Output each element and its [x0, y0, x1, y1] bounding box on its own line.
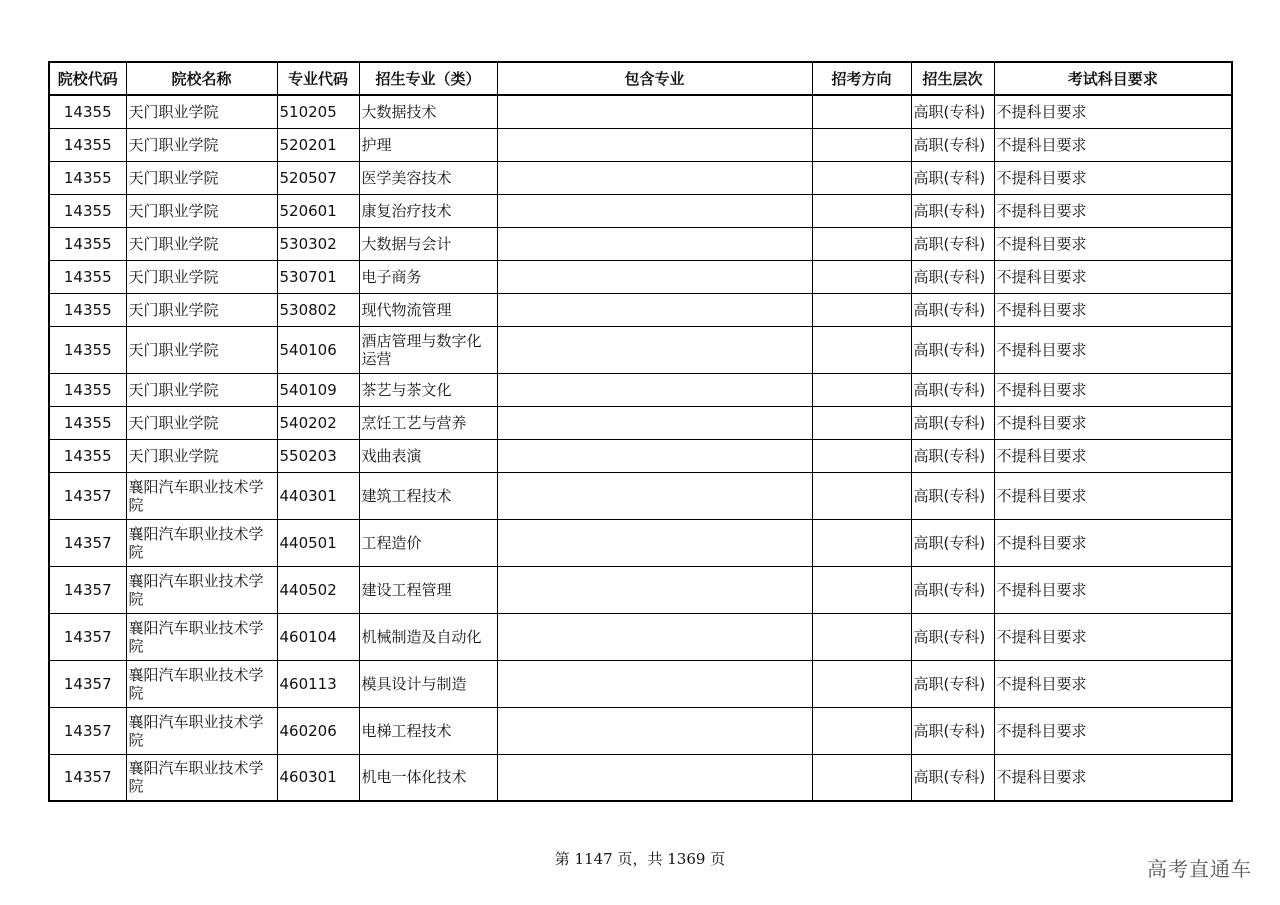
cell-direction	[812, 227, 911, 260]
cell-level: 高职(专科)	[911, 194, 994, 227]
cell-subject-requirement: 不提科目要求	[994, 326, 1232, 373]
cell-direction	[812, 613, 911, 660]
cell-direction	[812, 660, 911, 707]
table-row	[49, 326, 1232, 373]
cell-subject-requirement: 不提科目要求	[994, 161, 1232, 194]
cell-school-code: 14355	[49, 373, 126, 406]
table-row	[49, 613, 1232, 660]
cell-level: 高职(专科)	[911, 439, 994, 472]
header-school-name: 院校名称	[126, 62, 277, 95]
cell-school-name: 天门职业学院	[126, 326, 277, 373]
cell-subject-requirement: 不提科目要求	[994, 194, 1232, 227]
cell-school-code: 14357	[49, 566, 126, 613]
cell-direction	[812, 472, 911, 519]
cell-major: 建设工程管理	[359, 566, 497, 613]
cell-included-majors	[497, 373, 812, 406]
cell-level: 高职(专科)	[911, 613, 994, 660]
cell-level: 高职(专科)	[911, 406, 994, 439]
cell-major-code: 460301	[277, 754, 359, 801]
table-row	[49, 707, 1232, 754]
cell-school-code: 14357	[49, 519, 126, 566]
cell-direction	[812, 439, 911, 472]
cell-major-code: 460104	[277, 613, 359, 660]
header-included-majors: 包含专业	[497, 62, 812, 95]
cell-included-majors	[497, 227, 812, 260]
cell-level: 高职(专科)	[911, 660, 994, 707]
cell-level: 高职(专科)	[911, 326, 994, 373]
table-row	[49, 406, 1232, 439]
cell-major: 烹饪工艺与营养	[359, 406, 497, 439]
cell-direction	[812, 326, 911, 373]
cell-school-name: 天门职业学院	[126, 293, 277, 326]
table-row	[49, 161, 1232, 194]
cell-level: 高职(专科)	[911, 707, 994, 754]
cell-included-majors	[497, 439, 812, 472]
cell-direction	[812, 194, 911, 227]
cell-school-code: 14355	[49, 260, 126, 293]
cell-included-majors	[497, 260, 812, 293]
cell-school-code: 14355	[49, 439, 126, 472]
cell-level: 高职(专科)	[911, 566, 994, 613]
cell-level: 高职(专科)	[911, 260, 994, 293]
cell-included-majors	[497, 660, 812, 707]
cell-subject-requirement: 不提科目要求	[994, 373, 1232, 406]
cell-major-code: 460113	[277, 660, 359, 707]
admissions-table	[48, 61, 1233, 802]
cell-major: 模具设计与制造	[359, 660, 497, 707]
cell-direction	[812, 566, 911, 613]
cell-included-majors	[497, 566, 812, 613]
table-row	[49, 128, 1232, 161]
cell-school-name: 襄阳汽车职业技术学院	[126, 660, 277, 707]
cell-major-code: 540109	[277, 373, 359, 406]
cell-major-code: 530802	[277, 293, 359, 326]
cell-major: 电子商务	[359, 260, 497, 293]
cell-included-majors	[497, 194, 812, 227]
cell-major-code: 460206	[277, 707, 359, 754]
cell-major-code: 440501	[277, 519, 359, 566]
cell-subject-requirement: 不提科目要求	[994, 613, 1232, 660]
cell-school-name: 天门职业学院	[126, 227, 277, 260]
cell-subject-requirement: 不提科目要求	[994, 260, 1232, 293]
header-level: 招生层次	[911, 62, 994, 95]
cell-direction	[812, 707, 911, 754]
cell-school-name: 天门职业学院	[126, 406, 277, 439]
cell-subject-requirement: 不提科目要求	[994, 406, 1232, 439]
cell-school-code: 14357	[49, 660, 126, 707]
table-row	[49, 566, 1232, 613]
cell-school-name: 天门职业学院	[126, 194, 277, 227]
cell-direction	[812, 406, 911, 439]
cell-major: 医学美容技术	[359, 161, 497, 194]
table-row	[49, 95, 1232, 128]
cell-school-name: 天门职业学院	[126, 439, 277, 472]
cell-major: 电梯工程技术	[359, 707, 497, 754]
cell-school-name: 襄阳汽车职业技术学院	[126, 613, 277, 660]
header-school-code: 院校代码	[49, 62, 126, 95]
cell-major: 康复治疗技术	[359, 194, 497, 227]
cell-school-name: 天门职业学院	[126, 373, 277, 406]
cell-major: 机械制造及自动化	[359, 613, 497, 660]
cell-level: 高职(专科)	[911, 472, 994, 519]
cell-major-code: 440301	[277, 472, 359, 519]
cell-school-code: 14357	[49, 472, 126, 519]
table-row	[49, 660, 1232, 707]
header-major: 招生专业（类）	[359, 62, 497, 95]
cell-major: 现代物流管理	[359, 293, 497, 326]
cell-included-majors	[497, 519, 812, 566]
cell-major-code: 530701	[277, 260, 359, 293]
cell-school-code: 14355	[49, 326, 126, 373]
cell-major: 大数据与会计	[359, 227, 497, 260]
cell-school-code: 14355	[49, 161, 126, 194]
cell-subject-requirement: 不提科目要求	[994, 472, 1232, 519]
table-row	[49, 260, 1232, 293]
cell-major: 酒店管理与数字化运营	[359, 326, 497, 373]
cell-level: 高职(专科)	[911, 227, 994, 260]
cell-school-name: 天门职业学院	[126, 260, 277, 293]
cell-included-majors	[497, 161, 812, 194]
cell-subject-requirement: 不提科目要求	[994, 707, 1232, 754]
header-major-code: 专业代码	[277, 62, 359, 95]
cell-major-code: 520507	[277, 161, 359, 194]
cell-subject-requirement: 不提科目要求	[994, 660, 1232, 707]
cell-major: 护理	[359, 128, 497, 161]
cell-included-majors	[497, 128, 812, 161]
cell-subject-requirement: 不提科目要求	[994, 754, 1232, 801]
cell-school-name: 襄阳汽车职业技术学院	[126, 754, 277, 801]
cell-major: 大数据技术	[359, 95, 497, 128]
header-subject-requirement: 考试科目要求	[994, 62, 1232, 95]
cell-school-code: 14357	[49, 707, 126, 754]
cell-school-code: 14355	[49, 95, 126, 128]
cell-included-majors	[497, 472, 812, 519]
table-row	[49, 439, 1232, 472]
cell-level: 高职(专科)	[911, 293, 994, 326]
cell-direction	[812, 260, 911, 293]
table-row	[49, 519, 1232, 566]
cell-school-name: 襄阳汽车职业技术学院	[126, 472, 277, 519]
cell-direction	[812, 373, 911, 406]
cell-major-code: 540106	[277, 326, 359, 373]
cell-major-code: 440502	[277, 566, 359, 613]
watermark: 高考直通车	[1147, 857, 1252, 881]
cell-subject-requirement: 不提科目要求	[994, 227, 1232, 260]
cell-school-name: 天门职业学院	[126, 95, 277, 128]
cell-major: 戏曲表演	[359, 439, 497, 472]
cell-included-majors	[497, 95, 812, 128]
cell-subject-requirement: 不提科目要求	[994, 439, 1232, 472]
cell-level: 高职(专科)	[911, 95, 994, 128]
cell-included-majors	[497, 293, 812, 326]
cell-level: 高职(专科)	[911, 161, 994, 194]
cell-major-code: 510205	[277, 95, 359, 128]
cell-school-code: 14355	[49, 227, 126, 260]
cell-included-majors	[497, 707, 812, 754]
cell-school-name: 襄阳汽车职业技术学院	[126, 707, 277, 754]
cell-major: 建筑工程技术	[359, 472, 497, 519]
cell-school-code: 14355	[49, 194, 126, 227]
cell-school-code: 14357	[49, 613, 126, 660]
cell-direction	[812, 754, 911, 801]
cell-major-code: 550203	[277, 439, 359, 472]
table-row	[49, 293, 1232, 326]
table-row	[49, 373, 1232, 406]
cell-included-majors	[497, 754, 812, 801]
cell-direction	[812, 95, 911, 128]
table-body	[49, 95, 1232, 801]
cell-included-majors	[497, 326, 812, 373]
table-row	[49, 194, 1232, 227]
cell-school-name: 襄阳汽车职业技术学院	[126, 566, 277, 613]
cell-major: 机电一体化技术	[359, 754, 497, 801]
cell-school-code: 14357	[49, 754, 126, 801]
cell-direction	[812, 128, 911, 161]
cell-major-code: 530302	[277, 227, 359, 260]
cell-level: 高职(专科)	[911, 373, 994, 406]
cell-major: 工程造价	[359, 519, 497, 566]
cell-school-name: 天门职业学院	[126, 128, 277, 161]
cell-school-name: 襄阳汽车职业技术学院	[126, 519, 277, 566]
table-row	[49, 227, 1232, 260]
cell-level: 高职(专科)	[911, 754, 994, 801]
cell-direction	[812, 519, 911, 566]
cell-school-code: 14355	[49, 293, 126, 326]
cell-major: 茶艺与茶文化	[359, 373, 497, 406]
cell-subject-requirement: 不提科目要求	[994, 128, 1232, 161]
cell-subject-requirement: 不提科目要求	[994, 566, 1232, 613]
page-number: 第 1147 页，共 1369 页	[554, 850, 726, 868]
header-row	[49, 62, 1232, 95]
cell-school-name: 天门职业学院	[126, 161, 277, 194]
cell-level: 高职(专科)	[911, 519, 994, 566]
cell-subject-requirement: 不提科目要求	[994, 95, 1232, 128]
cell-subject-requirement: 不提科目要求	[994, 519, 1232, 566]
cell-major-code: 520601	[277, 194, 359, 227]
cell-subject-requirement: 不提科目要求	[994, 293, 1232, 326]
cell-school-code: 14355	[49, 406, 126, 439]
cell-school-code: 14355	[49, 128, 126, 161]
cell-included-majors	[497, 406, 812, 439]
cell-included-majors	[497, 613, 812, 660]
table-row	[49, 472, 1232, 519]
cell-direction	[812, 161, 911, 194]
header-direction: 招考方向	[812, 62, 911, 95]
cell-level: 高职(专科)	[911, 128, 994, 161]
cell-major-code: 540202	[277, 406, 359, 439]
cell-direction	[812, 293, 911, 326]
table-row	[49, 754, 1232, 801]
cell-major-code: 520201	[277, 128, 359, 161]
